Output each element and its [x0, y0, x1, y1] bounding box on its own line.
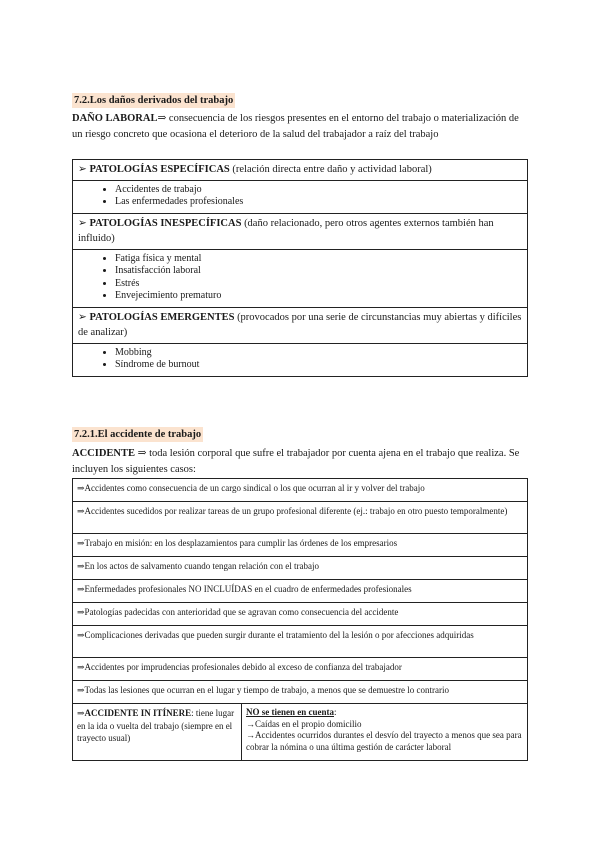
pathology-header [73, 307, 528, 343]
list-item: • Síndrome de burnout [115, 359, 522, 372]
list-item: • Envejecimiento prematuro [115, 290, 522, 303]
pathology-list [78, 253, 522, 303]
pathology-header [73, 160, 528, 181]
exclusions-title: NO se tienen en cuenta [246, 707, 334, 717]
arrow-marker-icon: ➢ [78, 311, 87, 323]
in-itinere-row [73, 704, 528, 761]
case-cell: ⇒Todas las lesiones que ocurran en el lugar y tiempo de trabajo, a menos que se demuestre lo contrario [73, 681, 528, 704]
in-itinere-cell [73, 704, 242, 761]
pathologies-table [72, 159, 528, 377]
pathology-items-cell [73, 249, 528, 307]
damage-definition [72, 111, 528, 143]
pathology-items-cell [73, 343, 528, 376]
table-row [73, 534, 528, 557]
pathology-note: (relación directa entre daño y actividad laboral) [229, 164, 432, 175]
definition-text: toda lesión corporal que sufre el trabajador por cuenta ajena en el trabajo que realiza. Se incluyen los siguientes casos: [72, 448, 520, 475]
pathology-items-row [73, 343, 528, 376]
pathology-items-row [73, 249, 528, 307]
section-heading-7-2: 7.2.Los daños derivados del trabajo [74, 95, 234, 106]
pathology-row [73, 213, 528, 249]
table-row [73, 502, 528, 534]
case-cell: ⇒Accidentes sucedidos por realizar tareas de un grupo profesional diferente (ej.: trabajo en otro puesto temporalmente) [73, 502, 528, 534]
pathology-header [73, 213, 528, 249]
table-row [73, 557, 528, 580]
case-cell: ⇒Accidentes como consecuencia de un cargo sindical o los que ocurran al ir y volver del trabajo [73, 479, 528, 502]
exclusions-title-line [246, 707, 523, 719]
list-item: • Estrés [115, 278, 522, 291]
arrow-marker-icon: ➢ [78, 164, 87, 175]
table-row [73, 580, 528, 603]
table-row [73, 681, 528, 704]
definition-text: consecuencia de los riesgos presentes en el entorno del trabajo o materialización de un riesgo concreto que ocasiona el deterioro de la salud del trabajador a raíz del trabajo [72, 113, 519, 140]
exclusions-colon: : [334, 707, 337, 717]
list-item: →Caídas en el propio domicilio [246, 718, 362, 729]
list-item: • Las enfermedades profesionales [115, 196, 522, 209]
accident-definition [72, 446, 528, 478]
pathology-items-cell [73, 180, 528, 213]
pathology-note: (provocados por una serie de circunstancias muy abiertas y difíciles de analizar) [78, 311, 522, 338]
case-cell: ⇒En los actos de salvamento cuando tengan relación con el trabajo [73, 557, 528, 580]
itinere-term: ACCIDENTE IN ITÍNERE [84, 708, 192, 718]
itinere-text: : tiene lugar en la ida o vuelta del trabajo (siempre en el trayecto usual) [77, 708, 235, 743]
pathology-title: PATOLOGÍAS INESPECÍFICAS [89, 217, 242, 229]
pathology-title: PATOLOGÍAS ESPECÍFICAS [89, 164, 230, 175]
definition-arrow: ⇒ [135, 448, 150, 459]
pathology-title: PATOLOGÍAS EMERGENTES [89, 311, 235, 323]
definition-term: ACCIDENTE [72, 448, 136, 459]
itinere-arrow: ⇒ [77, 708, 85, 718]
pathology-items-row [73, 180, 528, 213]
pathology-note: (daño relacionado, pero otros agentes externos también han influido) [78, 217, 494, 244]
definition-term: DAÑO LABORAL [72, 113, 158, 124]
pathology-list [78, 347, 522, 372]
list-item: →Accidentes ocurridos durantes el desvío del trayecto a menos que sea para cobrar la nómina o una última gestión de carácter laboral [246, 730, 522, 752]
list-item: • Accidentes de trabajo [115, 184, 522, 197]
case-cell: ⇒Enfermedades profesionales NO INCLUÍDAS en el cuadro de enfermedades profesionales [73, 580, 528, 603]
list-item: • Insatisfacción laboral [115, 265, 522, 278]
case-cell: ⇒Patologías padecidas con anterioridad que se agravan como consecuencia del accidente [73, 603, 528, 626]
table-row [73, 603, 528, 626]
pathology-list [78, 184, 522, 209]
list-item: • Mobbing [115, 347, 522, 360]
case-cell: ⇒Trabajo en misión: en los desplazamientos para cumplir las órdenes de los empresarios [73, 534, 528, 557]
table-row [73, 479, 528, 502]
arrow-marker-icon: ➢ [78, 217, 87, 229]
definition-arrow: ⇒ [157, 113, 167, 124]
list-item: • Fatiga física y mental [115, 253, 522, 266]
exclusions-cell [242, 704, 528, 761]
pathology-row [73, 160, 528, 181]
accident-cases-table [72, 478, 528, 761]
table-row [73, 658, 528, 681]
pathology-row [73, 307, 528, 343]
table-row [73, 626, 528, 658]
case-cell: ⇒Complicaciones derivadas que pueden surgir durante el tratamiento del la lesión o por afecciones adquiridas [73, 626, 528, 658]
section-heading-7-2-1: 7.2.1.El accidente de trabajo [74, 429, 202, 440]
case-cell: ⇒Accidentes por imprudencias profesionales debido al exceso de confianza del trabajador [73, 658, 528, 681]
